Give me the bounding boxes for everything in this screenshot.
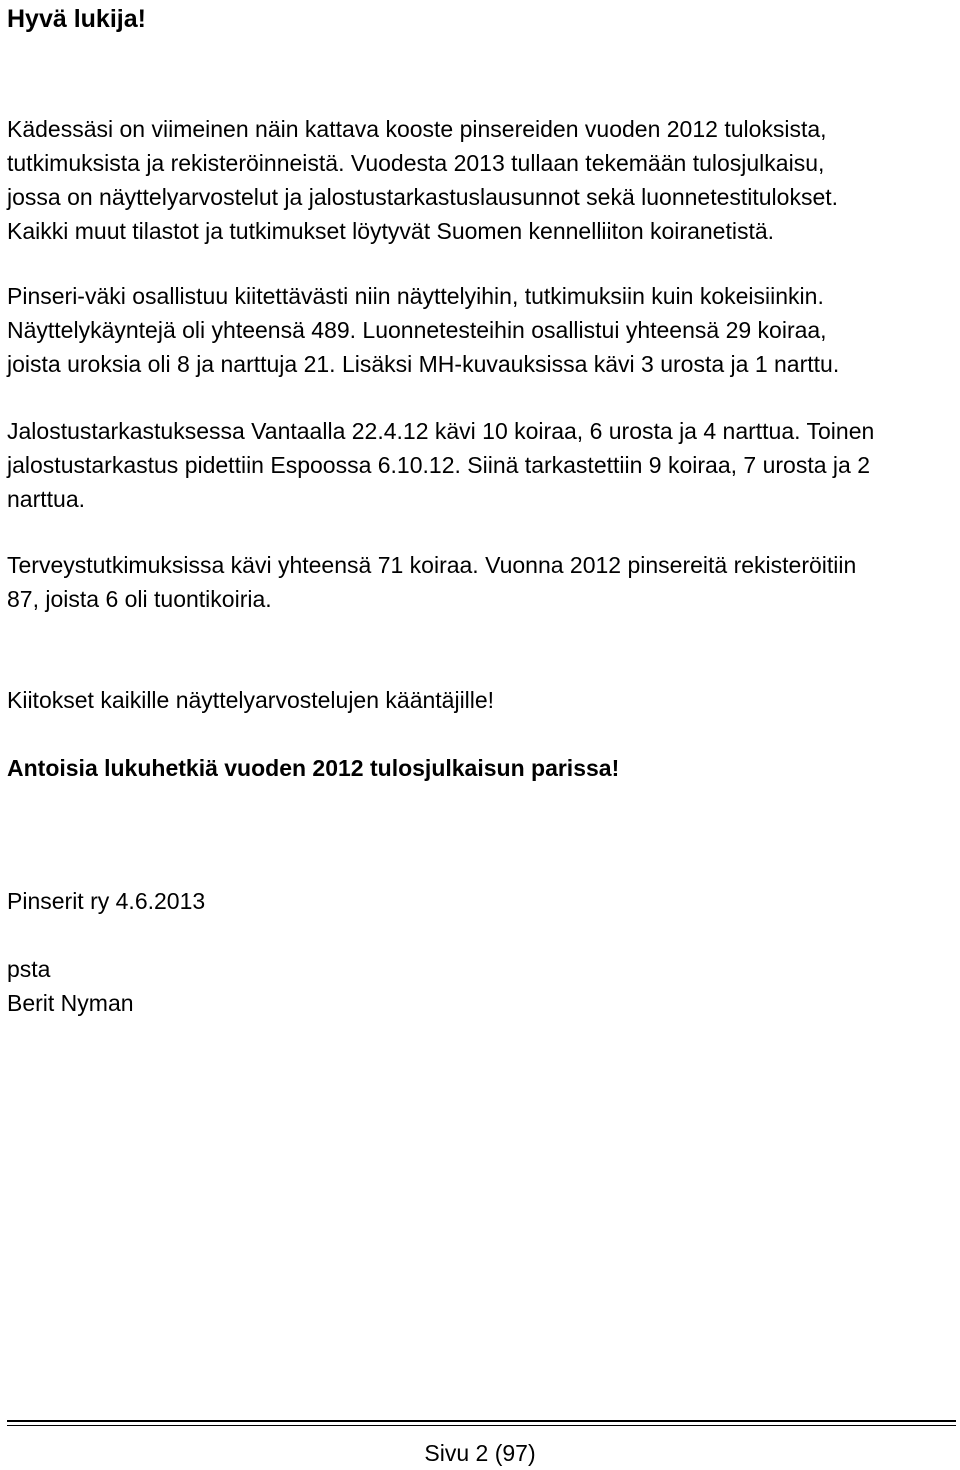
health-registration-paragraph [7, 548, 957, 616]
thanks-text: Kiitokset kaikille näyttelyarvostelujen kääntäjille! [7, 687, 495, 713]
signature-place-date: Pinserit ry 4.6.2013 [7, 888, 206, 914]
paragraph-line: Jalostustarkastuksessa Vantaalla 22.4.12 kävi 10 koiraa, 6 urosta ja 4 narttua. Toinen [7, 418, 875, 444]
paragraph-line: narttua. [7, 486, 85, 512]
paragraph-line: 87, joista 6 oli tuontikoiria. [7, 586, 272, 612]
footer-divider-thin [7, 1425, 956, 1426]
paragraph-line: joista uroksia oli 8 ja narttuja 21. Lisäksi MH-kuvauksissa kävi 3 urosta ja 1 narttu. [7, 351, 840, 377]
paragraph-line: Näyttelykäyntejä oli yhteensä 489. Luonnetesteihin osallistui yhteensä 29 koiraa, [7, 317, 827, 343]
page-title: Hyvä lukija! [7, 5, 146, 33]
paragraph-line: tutkimuksista ja rekisteröinneistä. Vuodesta 2013 tullaan tekemään tulosjulkaisu, [7, 150, 825, 176]
paragraph-line: Terveystutkimuksissa kävi yhteensä 71 koiraa. Vuonna 2012 pinsereitä rekisteröitiin [7, 552, 857, 578]
participation-paragraph [7, 279, 957, 381]
page-number: Sivu 2 (97) [424, 1440, 536, 1466]
intro-paragraph [7, 112, 957, 248]
closing-text: Antoisia lukuhetkiä vuoden 2012 tulosjulkaisun parissa! [7, 755, 620, 781]
paragraph-line: Kaikki muut tilastot ja tutkimukset löytyvät Suomen kennelliiton koiranetistä. [7, 218, 775, 244]
paragraph-line: jalostustarkastus pidettiin Espoossa 6.10.12. Siinä tarkastettiin 9 koiraa, 7 urosta ja 2 [7, 452, 870, 478]
footer-divider [7, 1420, 956, 1422]
paragraph-line: jossa on näyttelyarvostelut ja jalostustarkastuslausunnot sekä luonnetestitulokset. [7, 184, 839, 210]
paragraph-line: Kädessäsi on viimeinen näin kattava kooste pinsereiden vuoden 2012 tuloksista, [7, 116, 827, 142]
signature-on-behalf: psta [7, 956, 51, 982]
signature-name: Berit Nyman [7, 990, 134, 1016]
breeding-inspection-paragraph [7, 414, 957, 516]
paragraph-line: Pinseri-väki osallistuu kiitettävästi niin näyttelyihin, tutkimuksiin kuin kokeisiinkin. [7, 283, 824, 309]
